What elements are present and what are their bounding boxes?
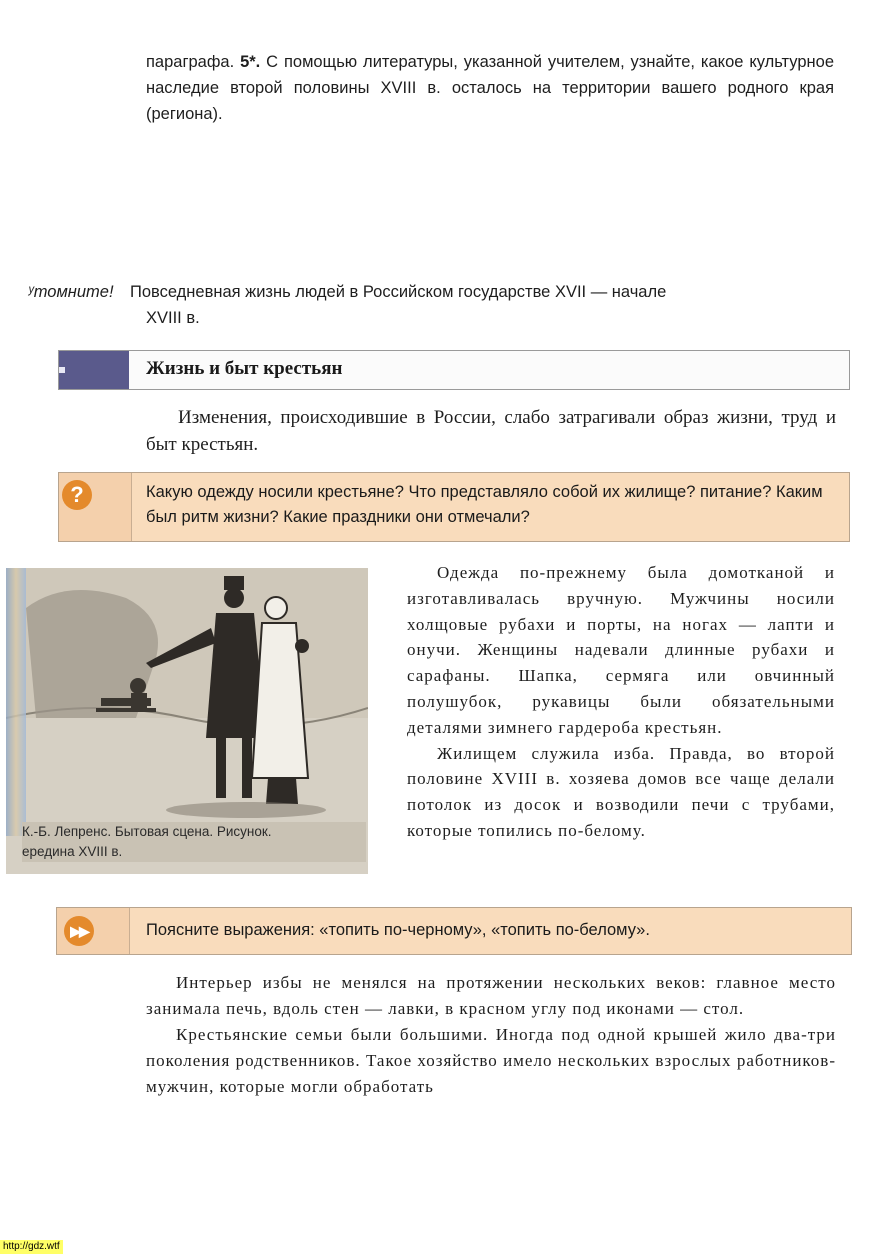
section-intro: Изменения, происходившие в России, слабо затрагивали образ жизни, труд и быт крестьян. <box>146 407 836 455</box>
column-paragraph-housing: Жилищем служила изба. Правда, во второй половине XVIII в. хозяева домов все чаще делали потолок из досок и возводили печи с трубами, которые топились по-белому. <box>407 743 835 840</box>
bottom-paragraph-families: Крестьянские семьи были большими. Иногда под одной крышей жило два-три поколения родственников. Такое хозяйство имело нескольких взрослых работников-мужчин, которые могли обработать <box>146 1025 836 1096</box>
watermark-link[interactable]: http://gdz.wtf <box>0 1240 63 1254</box>
remember-label: ʸтомните! <box>28 283 114 301</box>
task-number: 5*. <box>240 53 261 71</box>
explain-text: Поясните выражения: «топить по-черному», «топить по-белому». <box>146 921 650 939</box>
section-header-tab <box>59 351 129 389</box>
section-title: Жизнь и быт крестьян <box>146 358 343 379</box>
question-text: Какую одежду носили крестьяне? Что представляло собой их жилище? питание? Каким был ритм жизни? Какие праздники они отмечали? <box>146 483 823 526</box>
remember-text <box>130 279 834 331</box>
top-paragraph-start: параграфа. <box>146 53 241 71</box>
remember-line-2: XVIII в. <box>146 309 200 327</box>
scan-artifact-band <box>6 568 26 836</box>
question-icon: ? <box>62 480 92 510</box>
top-paragraph <box>146 49 834 127</box>
figure-caption <box>22 822 366 862</box>
column-paragraph-clothing: Одежда по-прежнему была домотканой и изготавливалась вручную. Мужчины носили холщовые рубахи и порты, на ногах — лапти и онучи. Женщины надевали длинные рубахи и сарафаны. Шапка, сермяга или овчинный полушубок, рукавицы были обязательными деталями зимнего гардероба крестьян. <box>407 563 835 737</box>
column-text <box>407 560 835 844</box>
fast-forward-icon: ▶▶ <box>64 916 94 946</box>
remember-line-1: Повседневная жизнь людей в Российском государстве XVII — начале <box>130 283 667 301</box>
bottom-paragraph-interior: Интерьер избы не менялся на протяжении нескольких веков: главное место занимала печь, вдоль стен — лавки, в красном углу под иконами — стол. <box>146 973 836 1018</box>
caption-line-1: К.-Б. Лепренс. Бытовая сцена. Рисунок. <box>22 824 272 839</box>
caption-line-2: ередина XVIII в. <box>22 844 123 859</box>
bottom-text <box>146 970 836 1100</box>
top-paragraph-task: С помощью литературы, указанной учителем, узнайте, какое культурное наследие второй половины XVIII в. осталось на территории вашего родного края (региона). <box>146 53 834 123</box>
